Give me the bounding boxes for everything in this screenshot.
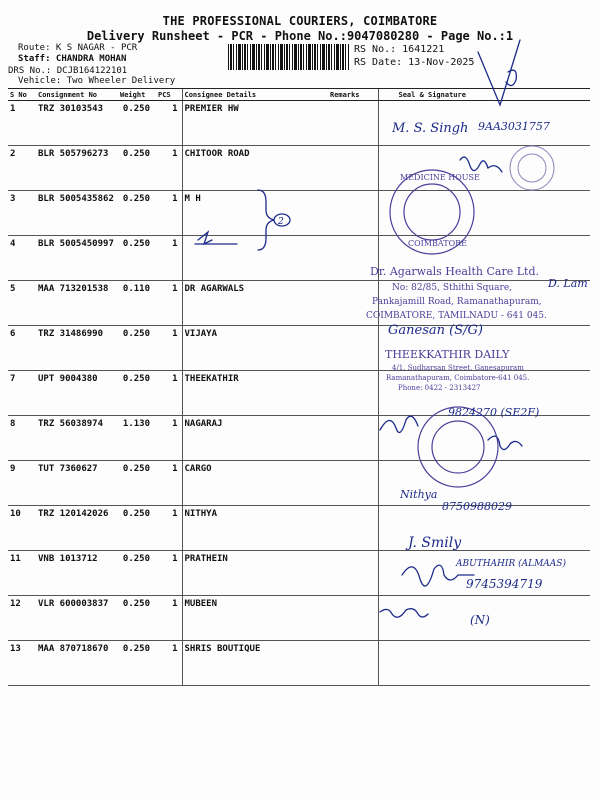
runsheet-table [8,88,590,686]
row-remarks [328,461,378,506]
stamp-theekathir-line1: THEEKKATHIR DAILY [385,348,510,361]
row-weight: 0.250 [118,596,156,641]
row-consignee: NAGARAJ [182,416,328,461]
row-consignee [182,236,328,281]
table-row [8,416,590,461]
row-sno: 4 [8,236,36,281]
row-sno: 1 [8,101,36,146]
row-weight: 0.250 [118,326,156,371]
row-remarks [328,641,378,686]
row-sno: 11 [8,551,36,596]
row-consignee: PREMIER HW [182,101,328,146]
row-pcs: 1 [156,191,182,236]
rs-date: RS Date: 13-Nov-2025 [354,57,475,68]
row-consignee: MUBEEN [182,596,328,641]
row-seal [378,461,590,506]
stamp-theekathir-line4: Phone: 0422 - 2313427 [398,384,481,392]
table-row [8,551,590,596]
row-consignee: NITHYA [182,506,328,551]
row-weight: 0.250 [118,506,156,551]
table-row [8,596,590,641]
row-consignment: VNB 1013712 [36,551,118,596]
row-sno: 5 [8,281,36,326]
table-row [8,101,590,146]
row-weight: 0.250 [118,461,156,506]
row-pcs: 1 [156,281,182,326]
row-consignee: DR AGARWALS [182,281,328,326]
row-consignee: CARGO [182,461,328,506]
row-remarks [328,281,378,326]
stamp-agarwals-line3: Pankajamill Road, Ramanathapuram, [372,297,542,307]
stamp-agarwals-line4: COIMBATORE, TAMILNADU - 641 045. [366,311,547,321]
handwriting-row1: M. S. Singh [392,121,469,136]
row-seal [378,191,590,236]
medicine-stamp-top: MEDICINE HOUSE [400,173,480,182]
col-seal-signature: Seal & Signature [378,89,590,101]
handwriting-row10-name: Nithya [400,488,438,501]
row-seal [378,146,590,191]
row-weight: 0.250 [118,191,156,236]
row-consignment: TRZ 30103543 [36,101,118,146]
row-sno: 12 [8,596,36,641]
handwriting-row12-name: ABUTHAHIR (ALMAAS) [456,559,566,569]
drs-number: DRS No.: DCJB164122101 [8,66,128,76]
row-pcs: 1 [156,506,182,551]
handwriting-row12-number: 9745394719 [466,577,543,591]
stamp-agarwals-line1: Dr. Agarwals Health Care Ltd. [370,265,539,278]
table-row [8,641,590,686]
row-pcs: 1 [156,641,182,686]
row-consignee: PRATHEIN [182,551,328,596]
row-consignment: TRZ 56038974 [36,416,118,461]
row-consignee: THEEKATHIR [182,371,328,416]
row-pcs: 1 [156,236,182,281]
row-weight: 0.250 [118,371,156,416]
stamp-theekathir-line2: 4/1, Sudharsan Street, Ganesapuram [392,364,524,372]
row-weight: 1.130 [118,416,156,461]
row-weight: 0.250 [118,101,156,146]
row-consignment: VLR 600003837 [36,596,118,641]
row-consignment: TUT 7360627 [36,461,118,506]
row-pcs: 1 [156,101,182,146]
row-remarks [328,506,378,551]
route-line: Route: K S NAGAR - PCR [18,43,138,53]
vehicle-line: Vehicle: Two Wheeler Delivery [18,76,176,86]
col-consignment: Consignment No [36,89,118,101]
handwriting-row6: Ganesan (S/G) [388,323,483,338]
row-remarks [328,236,378,281]
handwriting-row11: J. Smily [408,535,462,551]
table-row [8,236,590,281]
bracket-label: 2 [278,217,284,227]
table-header-row [8,89,590,101]
row-seal [378,596,590,641]
row-consignment: BLR 5005450997 [36,236,118,281]
staff-line: Staff: CHANDRA MOHAN [18,54,127,64]
row-consignee: VIJAYA [182,326,328,371]
row-consignee: CHITOOR ROAD [182,146,328,191]
row-weight: 0.250 [118,551,156,596]
table-row [8,146,590,191]
row-weight: 0.250 [118,641,156,686]
row-weight: 0.250 [118,236,156,281]
handwriting-row13: (N) [470,613,490,627]
stamp-agarwals-line2: No: 82/85, Sthithi Square, [392,283,513,293]
company-title: THE PROFESSIONAL COURIERS, COIMBATORE [162,14,438,28]
row-remarks [328,596,378,641]
row-consignee: SHRIS BOUTIQUE [182,641,328,686]
row-weight: 0.110 [118,281,156,326]
barcode [228,44,350,70]
row-remarks [328,146,378,191]
row-remarks [328,371,378,416]
row-pcs: 1 [156,551,182,596]
row-sno: 3 [8,191,36,236]
row-remarks [328,551,378,596]
table-row [8,506,590,551]
row-sno: 9 [8,461,36,506]
table-row [8,326,590,371]
row-sno: 10 [8,506,36,551]
row-sno: 6 [8,326,36,371]
stamp-theekathir-line3: Ramanathapuram, Coimbatore-641 045. [386,374,530,382]
row-seal [378,236,590,281]
row-remarks [328,191,378,236]
row-pcs: 1 [156,596,182,641]
table-row [8,371,590,416]
table-row [8,191,590,236]
row-weight: 0.250 [118,146,156,191]
row-sno: 2 [8,146,36,191]
row-pcs: 1 [156,371,182,416]
row-consignment: BLR 505796273 [36,146,118,191]
handwriting-row8-number: 9824270 (SE2F) [448,406,540,419]
col-remarks: Remarks [328,89,378,101]
row-remarks [328,416,378,461]
row-consignment: MAA 870718670 [36,641,118,686]
row-seal [378,641,590,686]
row-sno: 8 [8,416,36,461]
table-row [8,281,590,326]
row-pcs: 1 [156,326,182,371]
row-consignment: TRZ 120142026 [36,506,118,551]
col-consignee: Consignee Details [182,89,328,101]
table-row [8,461,590,506]
row-consignment: UPT 9004380 [36,371,118,416]
row-consignee: M H [182,191,328,236]
row-pcs: 1 [156,146,182,191]
row-seal [378,551,590,596]
row-pcs: 1 [156,461,182,506]
col-weight: Weight [118,89,156,101]
col-sno: S No [8,89,36,101]
row-consignment: BLR 5005435862 [36,191,118,236]
row-seal [378,416,590,461]
medicine-stamp-bottom: COIMBATORE [408,239,468,248]
row-sno: 7 [8,371,36,416]
handwriting-row10-number: 8750988029 [442,500,512,513]
row-sno: 13 [8,641,36,686]
row-pcs: 1 [156,416,182,461]
row-seal [378,506,590,551]
runsheet-title: Delivery Runsheet - PCR - Phone No.:9047080280 - Page No.:1 [86,29,514,43]
row-seal [378,371,590,416]
row-remarks [328,326,378,371]
row-seal [378,281,590,326]
handwriting-row1-number: 9AA3031757 [478,120,550,133]
row-remarks [328,101,378,146]
row-seal [378,101,590,146]
col-pcs: PCS [156,89,182,101]
row-consignment: MAA 713201538 [36,281,118,326]
handwriting-row5: D. Lam [548,277,588,290]
rs-number: RS No.: 1641221 [354,44,445,55]
row-seal [378,326,590,371]
row-consignment: TRZ 31486990 [36,326,118,371]
tick-loop [506,70,516,85]
